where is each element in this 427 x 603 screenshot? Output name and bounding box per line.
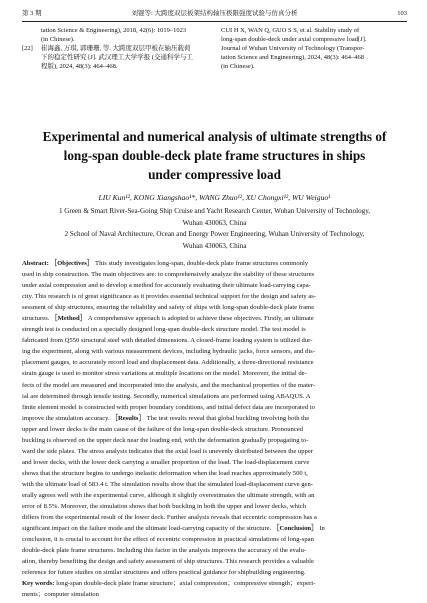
reference-number: [22]: [22, 45, 33, 52]
abstract-line: under axial compression and to develop a method for accurately evaluating their ultimate load-carrying capa-: [22, 282, 311, 290]
abstract-line: with the ultimate load of 583.4 t. The simulation results show that the simulated load-displacement curve gen-: [22, 480, 313, 488]
abstract-line: erally agrees well with the experimental curve, although it slightly overestimates the ultimate strength, with an: [22, 491, 315, 499]
abstract-text: improve the simulation accuracy.: [22, 414, 110, 422]
abstract-line: and lower decks, with the lower deck carrying a smaller proportion of the load. The load-displacement curve: [22, 458, 310, 466]
abstract-text: This study investigates long-span, double-deck plate frame structures commonly: [93, 260, 309, 267]
abstract-line: ward the side plates. The stress analysis indicates that the axial load is unevenly distributed between the upper: [22, 447, 313, 455]
running-title: 刘锟等: 大跨度双层板架结构轴压极限强度试验与仿真分析: [131, 10, 298, 17]
paper-title: [22, 127, 407, 184]
abstract-line: city. This research is of great significance as it provides essential technical support for the design and safety as-: [22, 293, 317, 301]
abstract-line: ation, thereby benefiting the design and safety assessment of ship structures. This research provides a valuable: [22, 558, 314, 566]
abstract-line: [22, 523, 407, 534]
reference-line: tation Science & Engineering), 2018, 42(6): 1019–1023: [41, 27, 187, 34]
references-right-column: [221, 26, 407, 71]
reference-line: tation Science and Engineering), 2024, 48(3): 464–468: [221, 54, 364, 61]
abstract-line: sessment of ship structures, ensuring the reliability and safety of ships with long-span double-deck plate frame: [22, 304, 315, 312]
abstract-line: [22, 313, 407, 324]
abstract-line: ing the experiment, along with various measurement devices, including hydraulic jacks, force sensors, and dis-: [22, 348, 315, 356]
author-list: LIU Kun¹², KONG Xiangshao¹*, WANG Zhuo¹², XU Chongxi¹², WU Weiguo¹: [98, 193, 331, 202]
affiliation-line: 1 Green & Smart River-Sea-Going Ship Cruise and Yacht Research Center, Wuhan University of Technology,: [58, 207, 371, 215]
abstract-line: fabricated from Q550 structural steel with detailed dimensions. A closed-frame loading system is utilized dur-: [22, 337, 313, 345]
title-line: long-span double-deck plate frame structures in ships: [63, 148, 366, 163]
reference-line: Journal of Wuhan University of Technology (Transpor-: [221, 45, 365, 52]
abstract-line: ial are determined through tensile testing. Secondly, numerical simulations are performed using ABAQUS. A: [22, 392, 311, 400]
affiliation-line: Wuhan 430063, China: [182, 241, 247, 250]
reference-line: (in Chinese).: [221, 63, 255, 70]
abstract-line: strength test is conducted on a specially designed long-span double-deck structure model. The test model is: [22, 326, 306, 334]
abstract-line: finite element model is constructed with proper boundary conditions, and initial defect data are incorporated to: [22, 403, 315, 411]
page-number: 103: [397, 10, 407, 17]
abstract-line: [22, 413, 407, 424]
affiliation-line: Wuhan 430063, China: [182, 218, 247, 227]
reference-line: 下的稳定性研究 [J]. 武汉理工大学学报 (交通科学与工: [41, 54, 194, 61]
abstract-text: significant impact on the failure mode and the ultimate load-carrying capacity of the structure.: [22, 525, 272, 533]
reference-line: 程版), 2024, 48(3): 464–468.: [41, 63, 118, 70]
abstract-line: used in ship construction. The main objectives are: to comprehensively analyze the stability of these structures: [22, 271, 315, 279]
title-line: Experimental and numerical analysis of ultimate strengths of: [42, 129, 387, 144]
abstract: [22, 258, 407, 600]
section-results: ［Results］: [111, 414, 146, 422]
keywords-text: long-span double-deck plate frame structure；axial compression；compressive strength；experi-: [54, 580, 316, 588]
header-rule: [22, 21, 407, 22]
reference-line: (in Chinese).: [41, 36, 75, 43]
abstract-text: The test results reveal that global buckling involving both the: [145, 414, 310, 422]
abstract-line: shows that the structure begins to undergo inelastic deformation when the load reaches approximately 500 t,: [22, 469, 308, 477]
reference-line: long-span double-deck under axial compressive load[J].: [221, 36, 367, 43]
abstract-label: Abstract:: [22, 260, 49, 267]
abstract-line: placement gauges, to accurately record load and displacement data. Additionally, a three-directional resistance: [22, 359, 314, 367]
keywords-label: Key words:: [22, 580, 55, 588]
abstract-line: buckling is observed on the upper deck near the loading end, with the deformation gradually propagating to-: [22, 436, 309, 444]
issue-label: 第 3 期: [22, 10, 42, 17]
abstract-line: differs from the experimental result of the lower deck. Further analysis reveals that eccentric compression has a: [22, 514, 317, 522]
section-objectives: ［Objectives］: [50, 260, 94, 267]
keywords-line: [22, 578, 407, 589]
abstract-line: error of 8.5%. Moreover, the simulation shows that both buckling in both the upper and lower decks, which: [22, 503, 307, 511]
affiliations: [22, 206, 407, 252]
affiliation-line: 2 School of Naval Architecture, Ocean and Energy Power Engineering, Wuhan University of Technology,: [64, 230, 365, 238]
abstract-line: fects of the model are measured and incorporated into the analysis, and the mechanical properties of the mater-: [22, 381, 316, 389]
references-left-column: [22, 26, 212, 71]
reference-22: [22, 44, 212, 71]
abstract-line: strain gauge is used to monitor stress variations at multiple locations on the model. Moreover, the initial de-: [22, 370, 307, 378]
abstract-line: double-deck plate frame structures. Including this factor in the analysis improves the accuracy of the evalu-: [22, 547, 307, 555]
abstract-line: reference for future studies on similar structures and offers practical guidance for shipbuilding engineering.: [22, 569, 306, 577]
abstract-text: A comprehensive approach is adopted to achieve these objectives. Firstly, an ultimate: [86, 315, 314, 323]
running-header: [22, 9, 407, 19]
abstract-line: conclusion, it is crucial to account for the effect of eccentric compression in practical simulations of long-span: [22, 536, 314, 544]
reference-line: CUI H X, WAN Q, GUO S S, et al. Stability study of: [221, 27, 360, 34]
title-line: under compressive load: [148, 167, 281, 182]
abstract-text: structures.: [22, 315, 50, 323]
abstract-line: upper and lower decks is the main cause of the failure of the long-span double-deck structure. Pronounced: [22, 425, 303, 433]
reference-line: 崔海鑫, 万琪, 郭珊珊, 等. 大跨度双层甲板在轴压载荷: [41, 45, 191, 52]
abstract-line: [22, 258, 407, 269]
reference-continuation: [22, 26, 212, 44]
section-method: ［Method］: [51, 315, 87, 323]
section-conclusion: ［Conclusion］: [272, 525, 318, 533]
abstract-text: In: [317, 525, 325, 533]
keywords-line: ments；computer simulation: [22, 591, 99, 599]
